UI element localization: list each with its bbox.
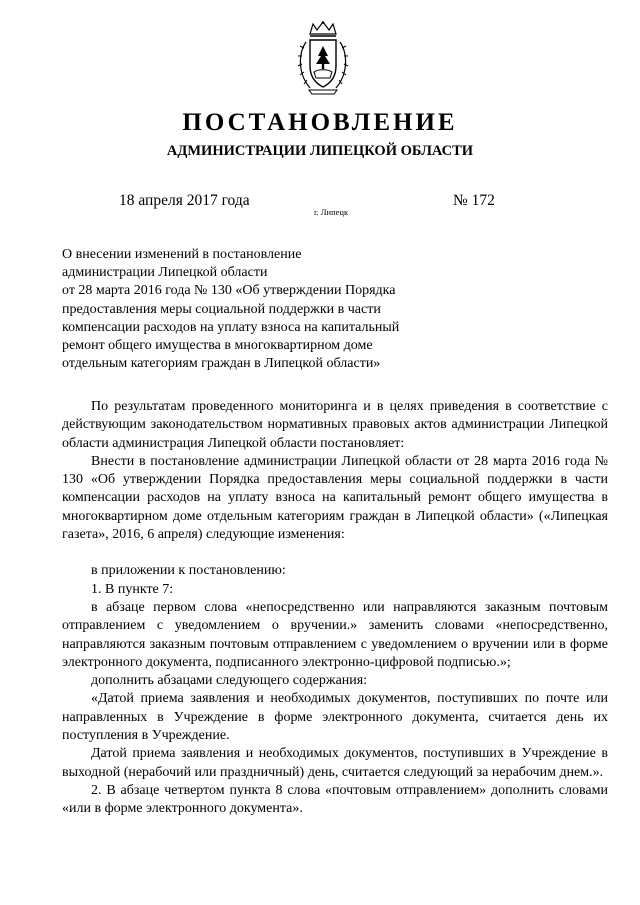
- body-paragraph: «Датой приема заявления и необходимых документов, поступивших по почте или направленных в Учреждение в форме электронного документа, считается день их поступления в Учреждение.: [62, 691, 608, 744]
- document-body: [62, 398, 608, 819]
- document-title: ПОСТАНОВЛЕНИЕ: [182, 109, 458, 136]
- subject-line: ремонт общего имущества в многоквартирном доме: [62, 338, 373, 354]
- body-paragraph: Внести в постановление администрации Липецкой области от 28 марта 2016 года № 130 «Об утверждении Порядка предоставления меры социальной поддержки в части компенсации расходов на уплату взноса на капитальный ремонт общего имущества в многоквартирном доме отдельным категориям граждан в Липецкой области» («Липецкая газета», 2016, 6 апреля) следующие изменения:: [62, 453, 608, 543]
- body-paragraph: в приложении к постановлению:: [91, 563, 286, 579]
- body-paragraph: По результатам проведенного мониторинга и в целях приведения в соответствие с действующим законодательством нормативных правовых актов администрации Липецкой области администрация Липецкой области постановляет:: [62, 399, 608, 451]
- subject-line: компенсации расходов на уплату взноса на капитальный: [62, 319, 400, 335]
- body-paragraph: 1. В пункте 7:: [91, 581, 174, 597]
- subject-line: администрации Липецкой области: [62, 265, 268, 281]
- subject-line: отдельным категориям граждан в Липецкой области»: [62, 356, 381, 372]
- document-city: г. Липецк: [314, 207, 349, 217]
- document-subject: [62, 246, 462, 373]
- document-date: 18 апреля 2017 года: [119, 192, 250, 209]
- document-subtitle: АДМИНИСТРАЦИИ ЛИПЕЦКОЙ ОБЛАСТИ: [166, 143, 474, 159]
- coat-of-arms-icon: [296, 20, 350, 98]
- document-number: № 172: [453, 192, 495, 209]
- body-paragraph: в абзаце первом слова «непосредственно или направляются заказным почтовым отправлением с уведомлением о вручении.» заменить словами «непосредственно, направляются заказным почтовым отправлением с уведомлением о вручении или в форме электронного документа, подписанного электронно-цифровой подписью.»;: [62, 599, 608, 670]
- body-paragraph: дополнить абзацами следующего содержания:: [91, 673, 368, 689]
- body-paragraph: 2. В абзаце четвертом пункта 8 слова «почтовым отправлением» дополнить словами «или в форме электронного документа».: [62, 782, 608, 817]
- subject-line: О внесении изменений в постановление: [62, 247, 302, 262]
- body-paragraph: Датой приема заявления и необходимых документов, поступивших в Учреждение в выходной (нерабочий или праздничный) день, считается следующий за нерабочим днем.».: [62, 746, 608, 780]
- subject-line: предоставления меры социальной поддержки в части: [62, 301, 381, 317]
- subject-line: от 28 марта 2016 года № 130 «Об утверждении Порядка: [62, 283, 396, 299]
